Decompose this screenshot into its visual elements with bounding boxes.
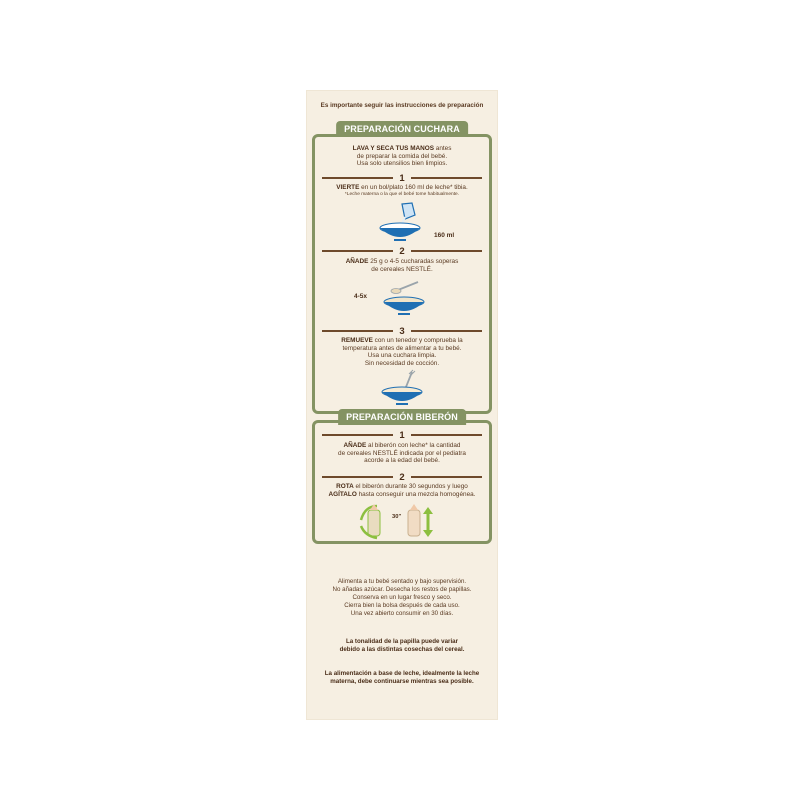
step3-rest: con un tenedor y comprueba la [372, 337, 463, 344]
safety-notes [316, 578, 488, 618]
bottle-step-1-divider [322, 430, 482, 440]
add-cereal-bowl-icon [376, 278, 436, 318]
step3-line4: Sin necesidad de cocción. [364, 359, 440, 367]
step3-line3: Usa una cuchara limpia. [367, 352, 437, 360]
bottle-step-2-number: 2 [399, 471, 405, 483]
step1-note: *Leche materna o la que el bebé tome habitualmente. [344, 191, 460, 197]
instructions-panel [306, 90, 498, 720]
bottle-step1-line2: de cereales NESTLÉ indicada por el pediatra [338, 449, 466, 457]
spoon-step-1-text [318, 184, 486, 198]
wash-hands-line2: de preparar la comida del bebé. [356, 152, 448, 160]
bottle-step2-rest: el biberón durante 30 segundos y luego [353, 483, 468, 490]
step3-line2: temperatura antes de alimentar a tu bebé. [342, 344, 462, 352]
wash-hands-rest: antes [434, 145, 452, 152]
bottle-step2-bold: ROTA [336, 483, 354, 490]
pour-milk-bowl-icon [372, 202, 432, 244]
spoon-step-3-text [318, 337, 486, 367]
bottle-step1-rest: al biberón con leche* la cantidad [366, 442, 461, 449]
breast-milk-line-1: La alimentación a base de leche, idealmente la leche [324, 670, 480, 677]
bottle-step-2-text [318, 483, 486, 498]
safety-line-1: Alimenta a tu bebé sentado y bajo supervisión. [337, 578, 467, 585]
shake-bottle-icon [404, 500, 438, 540]
bottle-step-2-divider [322, 472, 482, 482]
intro-text: Es importante seguir las instrucciones de preparación [320, 102, 484, 109]
spoon-step-3-number: 3 [399, 325, 405, 337]
spoon-step-1-divider [322, 173, 482, 183]
wash-hands-bold: LAVA Y SECA TUS MANOS [352, 145, 434, 152]
step3-bold: REMUEVE [341, 337, 373, 344]
bottle-step-1-text [318, 442, 486, 465]
tonality-line-1: La tonalidad de la papilla puede variar [345, 638, 459, 645]
spoon-step-1-number: 1 [399, 172, 405, 184]
spoon-step-2-number: 2 [399, 245, 405, 257]
stir-bowl-icon [374, 368, 434, 408]
wash-hands-line3: Usa solo utensilios bien limpios. [356, 160, 448, 168]
tonality-line-2: debido a las distintas cosechas del cereal. [339, 646, 465, 653]
breast-milk-note [316, 670, 488, 686]
spoon-count-label: 4-5x [354, 293, 368, 300]
spoon-section-title: PREPARACIÓN CUCHARA [336, 121, 468, 137]
bottle-step-1-number: 1 [399, 429, 405, 441]
step2-line2: de cereales NESTLÉ. [371, 265, 433, 273]
step2-bold: AÑADE [345, 258, 369, 265]
tonality-note [316, 638, 488, 654]
safety-line-3: Conserva en un lugar fresco y seco. [352, 594, 452, 601]
safety-line-5: Una vez abierto consumir en 30 días. [350, 610, 454, 617]
bottle-step1-bold: AÑADE [343, 442, 367, 449]
bottle-step2-bold2: AGÍTALO [328, 490, 357, 498]
bottle-section-title: PREPARACIÓN BIBERÓN [338, 409, 466, 425]
breast-milk-line-2: materna, debe continuarse mientras sea posible. [330, 678, 474, 685]
spoon-step-2-divider [322, 246, 482, 256]
spoon-step-3-divider [322, 326, 482, 336]
step1-rest: en un bol/plato 160 ml de leche* tibia. [359, 184, 468, 191]
bottle-step2-rest2: hasta conseguir una mezcla homogénea. [356, 490, 476, 498]
rotate-bottle-icon [358, 502, 392, 540]
step2-rest: 25 g o 4-5 cucharadas soperas [368, 258, 459, 265]
safety-line-2: No añadas azúcar. Desecha los restos de papillas. [332, 586, 472, 593]
step1-bold: VIERTE [336, 184, 360, 191]
rotate-time-label: 30" [392, 514, 402, 520]
spoon-step-2-text [318, 258, 486, 273]
bottle-step1-line3: acorde a la edad del bebé. [364, 457, 440, 465]
safety-line-4: Cierra bien la bolsa después de cada uso. [344, 602, 460, 609]
wash-hands-text [318, 145, 486, 168]
pour-amount-label: 160 ml [434, 232, 455, 239]
